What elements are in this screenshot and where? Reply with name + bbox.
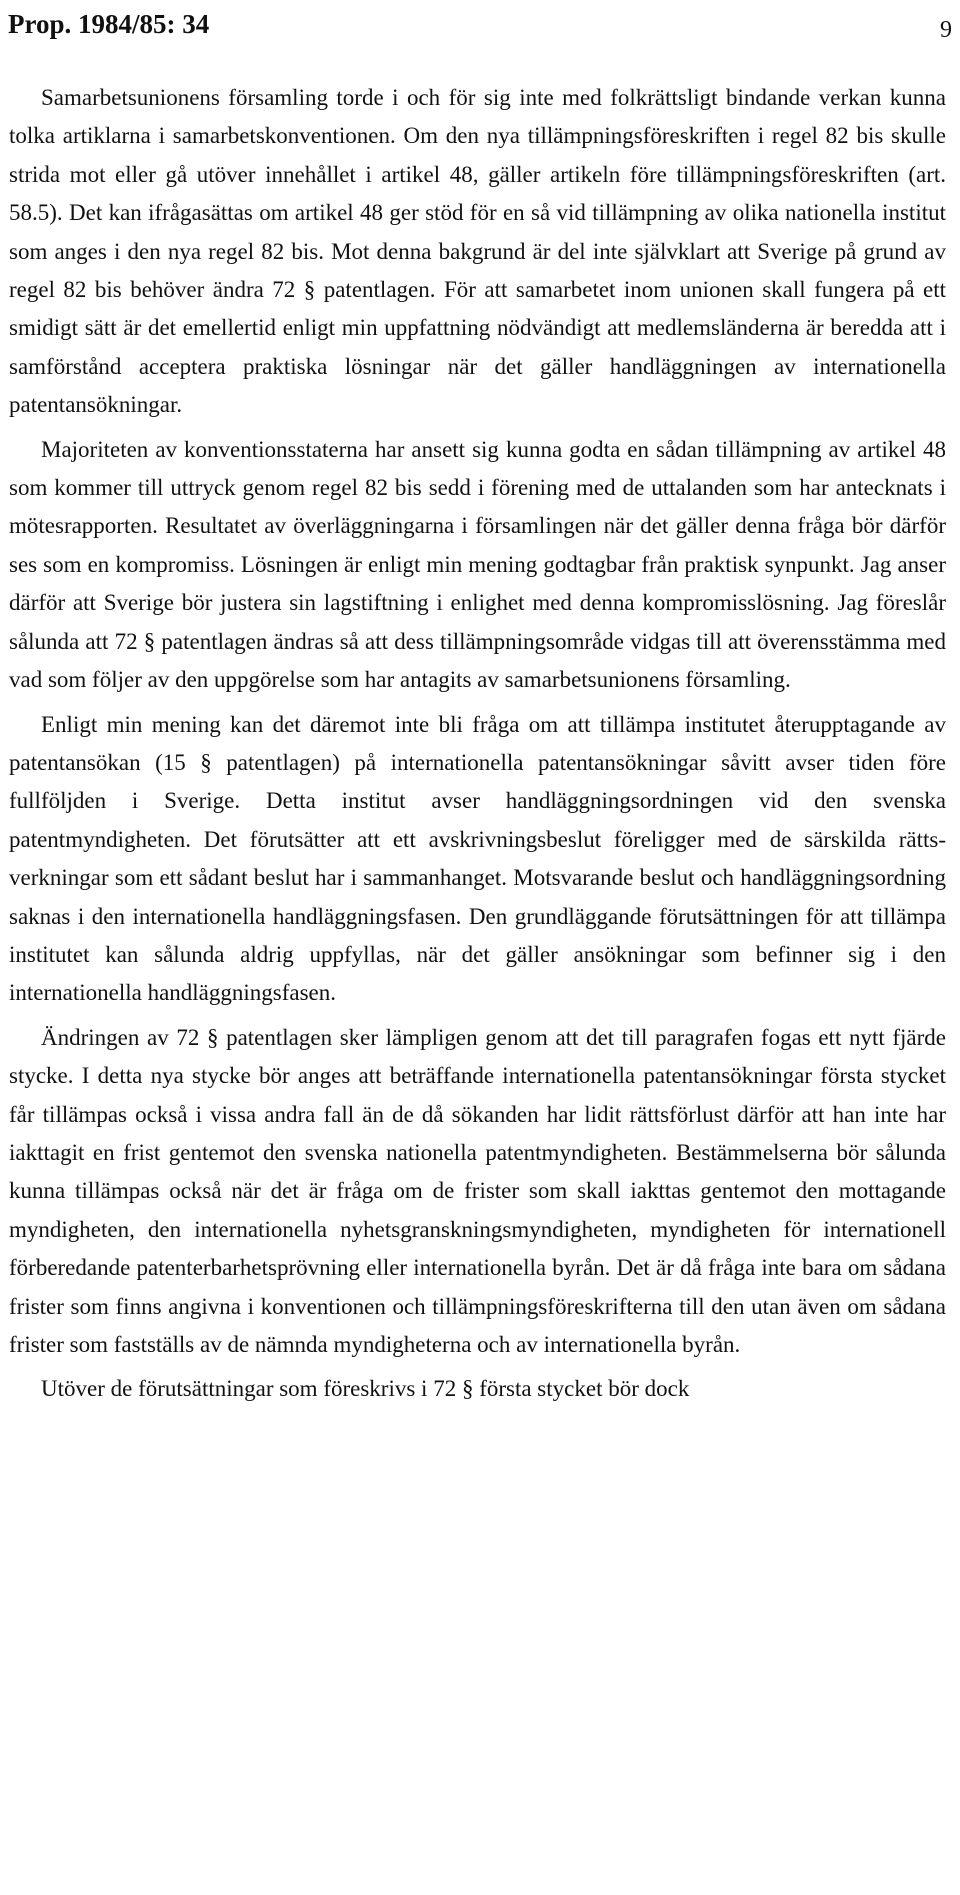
body-text [9, 79, 946, 1409]
paragraph: Ändringen av 72 § patentlagen sker lämpligen genom att det till paragrafen fogas ett nytt fjärde stycke. I detta nya stycke bör anges att beträffande internationella patentansökningar första stycket får tillämpas också i vissa andra fall än de då sökanden har lidit rättsförlust därför att han inte har iakttagit en frist gentemot den svenska nationella patentmyndigheten. Bestämmelserna bör sålunda kunna tillämpas också när det är fråga om de frister som skall iakttas gentemot den mottagande myndigheten, den internationella nyhetsgranskningsmyndigheten, myndigheten för internationell förberedande patenterbarhetsprövning eller internationella byrån. Det är då fråga inte bara om sådana frister som finns angivna i konventionen och tillämpningsföreskrifterna till den utan även om sådana frister som fastställs av de nämnda myndigheterna och av internationella byrån. [9, 1024, 946, 1357]
page-number: 9 [940, 17, 952, 43]
page-header [8, 4, 952, 44]
paragraph: Majoriteten av konventionsstaterna har ansett sig kunna godta en sådan tillämpning av artikel 48 som kommer till uttryck genom regel 82 bis sedd i förening med de uttalanden som har antecknats i mötesrapporten. Resultatet av överläggningarna i församlingen när det gäller denna fråga bör därför ses som en kompromiss. Lösningen är enligt min mening godtagbar från praktisk synpunkt. Jag anser därför att Sverige bör justera sin lagstiftning i enlighet med denna kompromisslösning. Jag föreslår sålunda att 72 § patentlagen ändras så att dess tillämpningsområde vidgas till att överensstämma med vad som följer av den uppgörelse som har antagits av samarbetsunionens församling. [9, 436, 946, 693]
paragraph: Enligt min mening kan det däremot inte bli fråga om att tillämpa institutet återupptagande av patentansökan (15 § patentlagen) på internationella patentansökningar såvitt avser tiden före fullföljden i Sverige. Detta institut avser handläggningsordningen vid den svenska patentmyndigheten. Det förutsätter att ett avskrivningsbeslut föreligger med de särskilda rättsverkningar som ett sådant beslut har i sammanhanget. Motsvarande beslut och handläggningsordning saknas i den internationella handläggningsfasen. Den grundläggande förutsättningen för att tillämpa institutet kan sålunda aldrig uppfyllas, när det gäller ansökningar som befinner sig i den internationella handläggningsfasen. [9, 711, 946, 1006]
paragraph: Utöver de förutsättningar som föreskrivs i 72 § första stycket bör dock [41, 1376, 690, 1402]
document-reference: Prop. 1984/85: 34 [8, 9, 210, 39]
paragraph: Samarbetsunionens församling torde i och för sig inte med folkrättsligt bindande verkan kunna tolka artiklarna i samarbetskonventionen. Om den nya tillämpningsföreskriften i regel 82 bis skulle strida mot eller gå utöver innehållet i artikel 48, gäller artikeln före tillämpningsföreskriften (art. 58.5). Det kan ifrågasättas om artikel 48 ger stöd för en så vid tillämpning av olika nationella institut som anges i den nya regel 82 bis. Mot denna bakgrund är del inte självklart att Sverige på grund av regel 82 bis behöver ändra 72 § patentlagen. För att samarbetet inom unionen skall fungera på ett smidigt sätt är det emellertid enligt min uppfattning nödvändigt att medlemsländerna är beredda att i samförstånd acceptera praktiska lösningar när det gäller handläggningen av internationella patentansökningar. [9, 85, 946, 418]
